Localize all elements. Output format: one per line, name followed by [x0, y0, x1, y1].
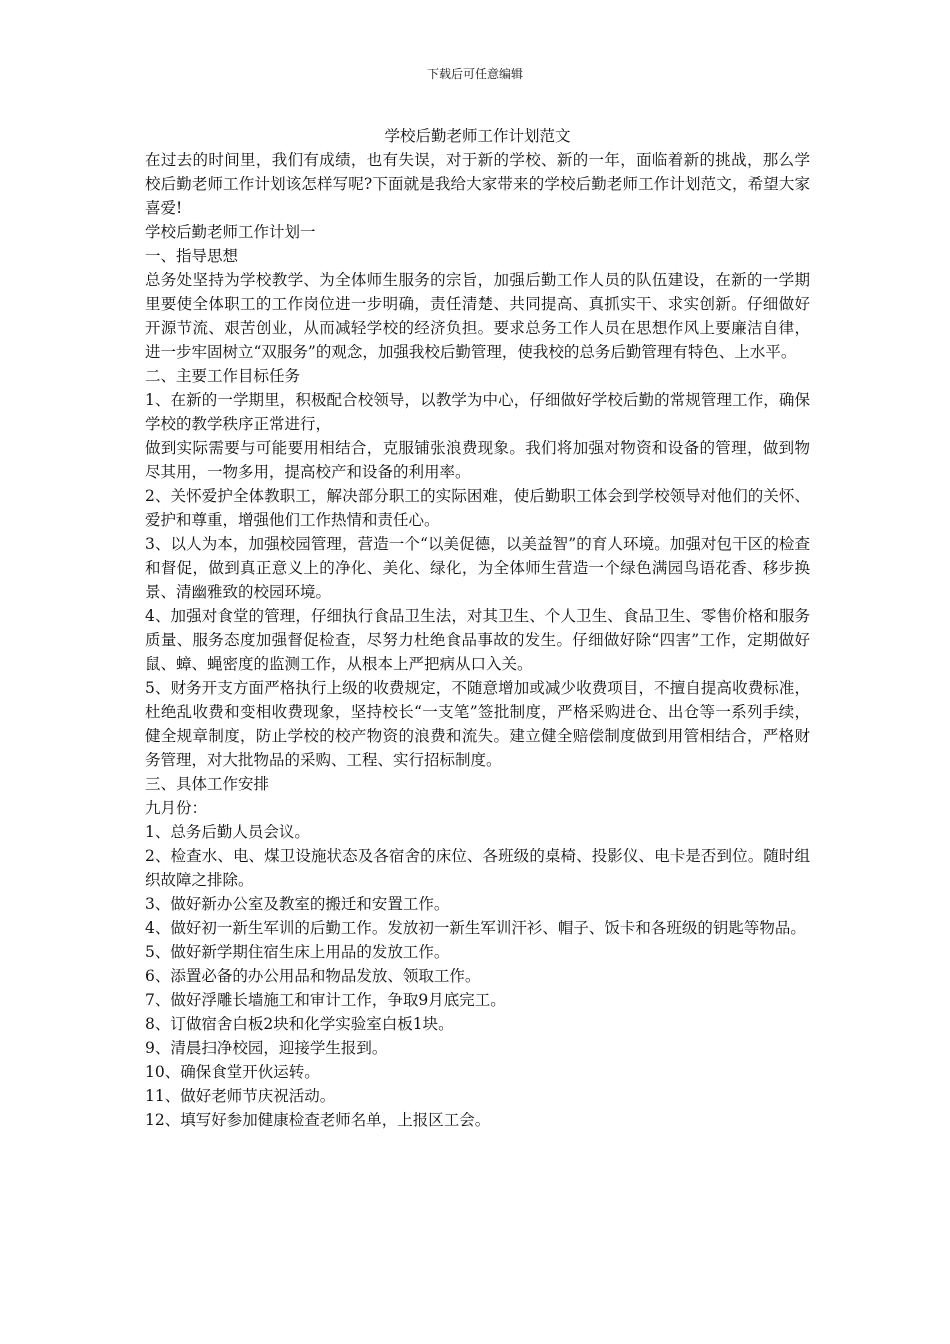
- list-item: 5、做好新学期住宿生床上用品的发放工作。: [145, 943, 450, 961]
- header-note: 下载后可任意编辑: [426, 67, 523, 81]
- list-item: 6、添置必备的办公用品和物品发放、领取工作。: [145, 967, 481, 985]
- section-heading-2: 二、主要工作目标任务: [145, 367, 301, 385]
- list-item: 11、做好老师节庆祝活动。: [145, 1087, 336, 1105]
- paragraph: 做到实际需要与可能要用相结合，克服铺张浪费现象。我们将加强对物资和设备的管理，做到物尽其用，一物多用，提高校产和设备的利用率。: [145, 439, 810, 481]
- list-item: 12、填写好参加健康检查老师名单，上报区工会。: [145, 1111, 491, 1129]
- paragraph: 5、财务开支方面严格执行上级的收费规定，不随意增加或减少收费项目，不擅自提高收费标准，杜绝乱收费和变相收费现象，坚持校长“一支笔”签批制度，严格采购进仓、出仓等一系列手续，健全规章制度，防止学校的校产物资的浪费和流失。建立健全赔偿制度做到用管相结合，严格财务管理，对大批物品的采购、工程、实行招标制度。: [145, 679, 810, 769]
- list-item: 9、清晨扫净校园，迎接学生报到。: [145, 1039, 388, 1057]
- list-item: 7、做好浮雕长墙施工和审计工作，争取9月底完工。: [145, 991, 506, 1009]
- list-item: 3、做好新办公室及教室的搬迁和安置工作。: [145, 895, 450, 913]
- paragraph-intro: 在过去的时间里，我们有成绩，也有失误，对于新的学校、新的一年，面临着新的挑战，那么学校后勤老师工作计划该怎样写呢?下面就是我给大家带来的学校后勤老师工作计划范文，希望大家喜爱!: [145, 151, 810, 217]
- list-item: 1、总务后勤人员会议。: [145, 823, 310, 841]
- paragraph: 总务处坚持为学校教学、为全体师生服务的宗旨，加强后勤工作人员的队伍建设，在新的一学期里要使全体职工的工作岗位进一步明确，责任清楚、共同提高、真抓实干、求实创新。仔细做好开源节流、艰苦创业，从而减轻学校的经济负担。要求总务工作人员在思想作风上要廉洁自律，进一步牢固树立“双服务”的观念，加强我校后勤管理，使我校的总务后勤管理有特色、上水平。: [145, 271, 810, 361]
- list-item: 10、确保食堂开伙运转。: [145, 1063, 320, 1081]
- document-title: 学校后勤老师工作计划范文: [384, 127, 571, 145]
- section-heading-1: 一、指导思想: [145, 247, 239, 265]
- list-item: 4、做好初一新生军训的后勤工作。发放初一新生军训汗衫、帽子、饭卡和各班级的钥匙等物品。: [145, 919, 806, 937]
- plan-heading: 学校后勤老师工作计划一: [145, 223, 316, 241]
- list-item: 8、订做宿舍白板2块和化学实验室白板1块。: [145, 1015, 454, 1033]
- list-item: 2、检查水、电、煤卫设施状态及各宿舍的床位、各班级的桌椅、投影仪、电卡是否到位。随时组织故障之排除。: [145, 847, 810, 889]
- paragraph: 4、加强对食堂的管理，仔细执行食品卫生法，对其卫生、个人卫生、食品卫生、零售价格和服务质量、服务态度加强督促检查，尽努力杜绝食品事故的发生。仔细做好除“四害”工作，定期做好鼠、蟑、蝇密度的监测工作，从根本上严把病从口入关。: [145, 607, 810, 673]
- document-body: [145, 124, 810, 1132]
- month-heading: 九月份：: [145, 799, 208, 817]
- section-heading-3: 三、具体工作安排: [145, 775, 270, 793]
- paragraph: 3、以人为本，加强校园管理，营造一个“以美促德，以美益智”的育人环境。加强对包干区的检查和督促，做到真正意义上的净化、美化、绿化，为全体师生营造一个绿色满园鸟语花香、移步换景、清幽雅致的校园环境。: [145, 535, 810, 601]
- paragraph: 2、关怀爱护全体教职工，解决部分职工的实际困难，使后勤职工体会到学校领导对他们的关怀、爱护和尊重，增强他们工作热情和责任心。: [145, 487, 810, 529]
- paragraph: 1、在新的一学期里，积极配合校领导，以教学为中心，仔细做好学校后勤的常规管理工作，确保学校的教学秩序正常进行，: [145, 391, 810, 433]
